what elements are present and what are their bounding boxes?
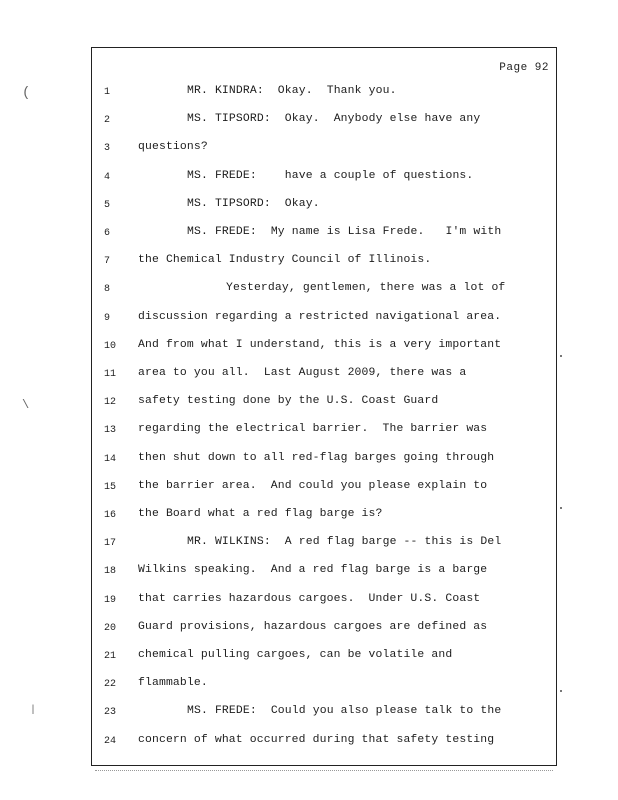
transcript-line xyxy=(92,536,558,556)
line-text: discussion regarding a restricted navigational area. xyxy=(138,310,502,323)
transcript-line xyxy=(92,282,558,302)
line-number: 10 xyxy=(104,340,117,352)
line-text: And from what I understand, this is a very important xyxy=(138,338,502,351)
line-text: the barrier area. And could you please explain to xyxy=(138,479,488,492)
transcript-line xyxy=(92,480,558,500)
scan-edge-noise xyxy=(95,770,553,772)
line-text: regarding the electrical barrier. The barrier was xyxy=(138,423,488,436)
transcript-line xyxy=(92,85,558,105)
transcript-line xyxy=(92,677,558,697)
transcript-line xyxy=(92,395,558,415)
line-number: 22 xyxy=(104,679,117,691)
scan-mark-top-left: ( xyxy=(22,85,31,101)
line-text: MR. KINDRA: Okay. Thank you. xyxy=(187,85,397,97)
transcript-line xyxy=(92,254,558,274)
line-text: MS. TIPSORD: Okay. Anybody else have any xyxy=(187,113,481,126)
line-number: 11 xyxy=(104,369,117,380)
line-text: then shut down to all red-flag barges going through xyxy=(138,451,495,464)
line-text: area to you all. Last August 2009, there was a xyxy=(138,367,467,379)
line-text: flammable. xyxy=(138,677,208,690)
transcript-line xyxy=(92,649,558,669)
line-text: MR. WILKINS: A red flag barge -- this is Del xyxy=(187,536,502,549)
line-text: chemical pulling cargoes, can be volatile and xyxy=(138,649,453,661)
transcript-line xyxy=(92,452,558,472)
transcript-page xyxy=(91,47,557,766)
scan-dot xyxy=(560,355,562,357)
line-number: 9 xyxy=(104,312,111,324)
transcript-line xyxy=(92,198,558,218)
transcript-line xyxy=(92,423,558,443)
transcript-line xyxy=(92,339,558,359)
line-number: 19 xyxy=(104,594,117,606)
line-text: that carries hazardous cargoes. Under U.S. Coast xyxy=(138,592,481,605)
scan-mark-low-left: | xyxy=(30,705,37,716)
transcript-line xyxy=(92,170,558,190)
transcript-line xyxy=(92,226,558,246)
transcript-line xyxy=(92,311,558,331)
line-text: MS. FREDE: have a couple of questions. xyxy=(187,169,474,182)
line-number: 14 xyxy=(104,453,117,465)
line-number: 16 xyxy=(104,510,117,521)
line-text: Wilkins speaking. And a red flag barge is a barge xyxy=(138,564,488,577)
line-number: 13 xyxy=(104,425,117,437)
line-number: 21 xyxy=(104,651,117,662)
line-text: concern of what occurred during that safety testing xyxy=(138,733,495,746)
line-number: 12 xyxy=(104,397,117,409)
line-text: questions? xyxy=(138,141,208,154)
transcript-line xyxy=(92,113,558,133)
scan-mark-mid-left: \ xyxy=(22,398,30,412)
line-number: 1 xyxy=(104,87,111,98)
line-number: 15 xyxy=(104,481,117,493)
transcript-line xyxy=(92,734,558,754)
transcript-line xyxy=(92,705,558,725)
line-text: the Chemical Industry Council of Illinois. xyxy=(138,254,432,267)
transcript-line xyxy=(92,508,558,528)
line-number: 7 xyxy=(104,256,111,268)
transcript-line xyxy=(92,564,558,584)
transcript-line xyxy=(92,621,558,641)
line-number: 4 xyxy=(104,171,111,183)
line-number: 6 xyxy=(104,228,111,239)
transcript-line xyxy=(92,593,558,613)
line-text: safety testing done by the U.S. Coast Guard xyxy=(138,395,439,408)
line-number: 2 xyxy=(104,115,111,127)
line-number: 8 xyxy=(104,284,111,296)
line-text: the Board what a red flag barge is? xyxy=(138,508,383,520)
line-text: MS. TIPSORD: Okay. xyxy=(187,197,320,210)
scan-dot xyxy=(560,690,562,692)
line-text: MS. FREDE: Could you also please talk to the xyxy=(187,705,502,718)
line-number: 3 xyxy=(104,143,111,155)
line-number: 23 xyxy=(104,707,117,719)
page-number: Page 92 xyxy=(499,62,549,74)
line-number: 20 xyxy=(104,622,117,634)
line-number: 17 xyxy=(104,538,117,550)
line-text: MS. FREDE: My name is Lisa Frede. I'm with xyxy=(187,226,502,238)
line-number: 24 xyxy=(104,735,117,747)
line-number: 5 xyxy=(104,199,111,211)
transcript-line xyxy=(92,141,558,161)
line-text: Guard provisions, hazardous cargoes are defined as xyxy=(138,620,488,633)
transcript-line xyxy=(92,367,558,387)
line-number: 18 xyxy=(104,566,117,578)
scan-dot xyxy=(560,507,562,509)
line-text: Yesterday, gentlemen, there was a lot of xyxy=(226,282,506,295)
